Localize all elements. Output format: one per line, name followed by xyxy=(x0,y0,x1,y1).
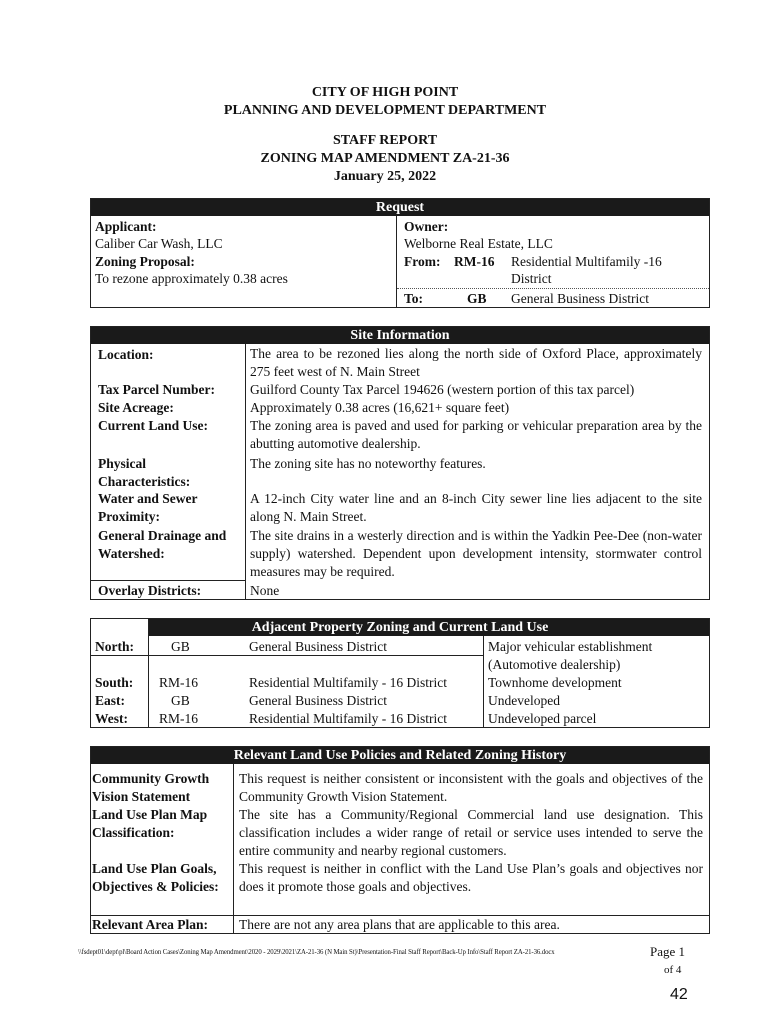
owner-value: Welborne Real Estate, LLC xyxy=(404,236,553,251)
policy-value-area-plan: There are not any area plans that are applicable to this area. xyxy=(239,917,560,932)
request-divider xyxy=(396,216,397,308)
from-label: From: xyxy=(404,254,441,269)
footer-page-label: Page 1 xyxy=(650,944,686,959)
adjacent-zone-east: GB xyxy=(171,693,190,708)
overlay-divider xyxy=(91,580,245,581)
applicant-value: Caliber Car Wash, LLC xyxy=(95,236,223,251)
zoning-proposal-value: To rezone approximately 0.38 acres xyxy=(95,271,288,286)
adjacent-title-wrap xyxy=(91,619,709,636)
policy-label-goals: Land Use Plan Goals, Objectives & Policies: xyxy=(92,861,219,894)
from-zone-desc: Residential Multifamily -16 xyxy=(511,254,662,269)
zoning-proposal-label: Zoning Proposal: xyxy=(95,254,195,269)
report-date: January 25, 2022 xyxy=(333,169,437,184)
site-information-section xyxy=(90,326,710,600)
adjacent-zoning-section xyxy=(90,618,710,728)
policy-value-goals: This request is neither in conflict with the Land Use Plan’s goals and objectives nor does it promote those goals and objectives. xyxy=(239,861,703,894)
request-section xyxy=(90,198,710,308)
from-zone-desc-2: District xyxy=(511,271,552,286)
adjacent-district-north: General Business District xyxy=(249,639,387,654)
adjacent-dir-south: South: xyxy=(95,675,134,690)
policy-value-land-use-map: The site has a Community/Regional Commercial land use designation. This classification includes a wider range of retail or service uses intended to serve the entire community and nearby regional customers. xyxy=(239,807,703,858)
policy-label-land-use-map: Land Use Plan Map Classification: xyxy=(92,807,208,840)
owner-label: Owner: xyxy=(404,219,449,234)
adjacent-dir-east: East: xyxy=(95,693,125,708)
policy-label-vision: Community Growth Vision Statement xyxy=(92,771,210,804)
adjacent-zone-west: RM-16 xyxy=(159,711,199,726)
footer-file-path: \\fsdept01\dept\pl\Board Action Cases\Zoning Map Amendment\2020 - 2029\2021\ZA-21-36 (N Main St)\Presentation-Final Staff Report\Back-Up Info\Staff Report ZA-21-36.docx xyxy=(78,949,555,956)
amendment-title: ZONING MAP AMENDMENT ZA-21-36 xyxy=(260,151,510,166)
site-label-acreage: Site Acreage: xyxy=(98,400,174,415)
report-type: STAFF REPORT xyxy=(332,133,438,148)
adjacent-district-south: Residential Multifamily - 16 District xyxy=(249,675,447,690)
site-value-location: The area to be rezoned lies along the north side of Oxford Place, approximately 275 feet west of N. Main Street xyxy=(250,346,702,379)
site-value-physical: The zoning site has no noteworthy features. xyxy=(250,456,486,471)
site-label-overlay: Overlay Districts: xyxy=(98,583,202,598)
policies-title: Relevant Land Use Policies and Related Zoning History xyxy=(91,747,709,764)
site-divider xyxy=(245,344,246,600)
policies-section xyxy=(90,746,710,934)
adjacent-title: Adjacent Property Zoning and Current Land Use xyxy=(251,620,549,635)
adjacent-dir-west: West: xyxy=(95,711,128,726)
site-label-water-sewer: Water and Sewer Proximity: xyxy=(98,491,198,524)
adjacent-district-west: Residential Multifamily - 16 District xyxy=(249,711,447,726)
policy-value-vision: This request is neither consistent or inconsistent with the goals and objectives of the Community Growth Vision Statement. xyxy=(239,771,703,804)
site-value-tax-parcel: Guilford County Tax Parcel 194626 (western portion of this tax parcel) xyxy=(250,382,635,397)
site-value-current-use: The zoning area is paved and used for parking or vehicular preparation area by the abutting automotive dealership. xyxy=(250,418,702,451)
site-value-overlay: None xyxy=(250,583,280,598)
from-zone-code: RM-16 xyxy=(454,254,495,269)
department-name: PLANNING AND DEVELOPMENT DEPARTMENT xyxy=(223,103,547,118)
site-information-title: Site Information xyxy=(91,327,709,344)
page-number: 42 xyxy=(670,986,688,1003)
adjacent-zone-south: RM-16 xyxy=(159,675,199,690)
site-value-acreage: Approximately 0.38 acres (16,621+ square feet) xyxy=(250,400,510,415)
adjacent-use-west: Undeveloped parcel xyxy=(488,711,597,726)
request-title: Request xyxy=(91,199,709,216)
site-value-water-sewer: A 12-inch City water line and an 8-inch City sewer line lies adjacent to the site along N. Main Street. xyxy=(250,491,702,524)
to-label: To: xyxy=(404,291,424,306)
adjacent-district-east: General Business District xyxy=(249,693,387,708)
adjacent-use-south: Townhome development xyxy=(488,675,622,690)
to-zone-desc: General Business District xyxy=(511,291,649,306)
site-label-physical: Physical Characteristics: xyxy=(98,456,191,489)
site-label-current-use: Current Land Use: xyxy=(98,418,209,433)
city-name: CITY OF HIGH POINT xyxy=(311,85,459,100)
adjacent-divider-1 xyxy=(148,619,149,728)
site-label-location: Location: xyxy=(98,347,154,362)
policies-divider xyxy=(233,764,234,934)
site-value-drainage: The site drains in a westerly direction and is within the Yadkin Pee-Dee (non-water supply) watershed. Dependent upon development intensity, stormwater control measures may be required. xyxy=(250,528,702,579)
to-zone-code: GB xyxy=(467,291,487,306)
adjacent-divider-2 xyxy=(483,636,484,728)
site-label-drainage: General Drainage and Watershed: xyxy=(98,528,227,561)
policy-label-area-plan: Relevant Area Plan: xyxy=(92,917,208,932)
site-label-tax-parcel: Tax Parcel Number: xyxy=(98,382,215,397)
adjacent-use-north: Major vehicular establishment (Automotive dealership) xyxy=(488,639,653,672)
applicant-label: Applicant: xyxy=(95,219,157,234)
adjacent-zone-north: GB xyxy=(171,639,190,654)
request-dotted-divider xyxy=(397,288,709,289)
adjacent-use-east: Undeveloped xyxy=(488,693,560,708)
footer-page-of: of 4 xyxy=(664,964,682,976)
adjacent-dir-north: North: xyxy=(95,639,134,654)
